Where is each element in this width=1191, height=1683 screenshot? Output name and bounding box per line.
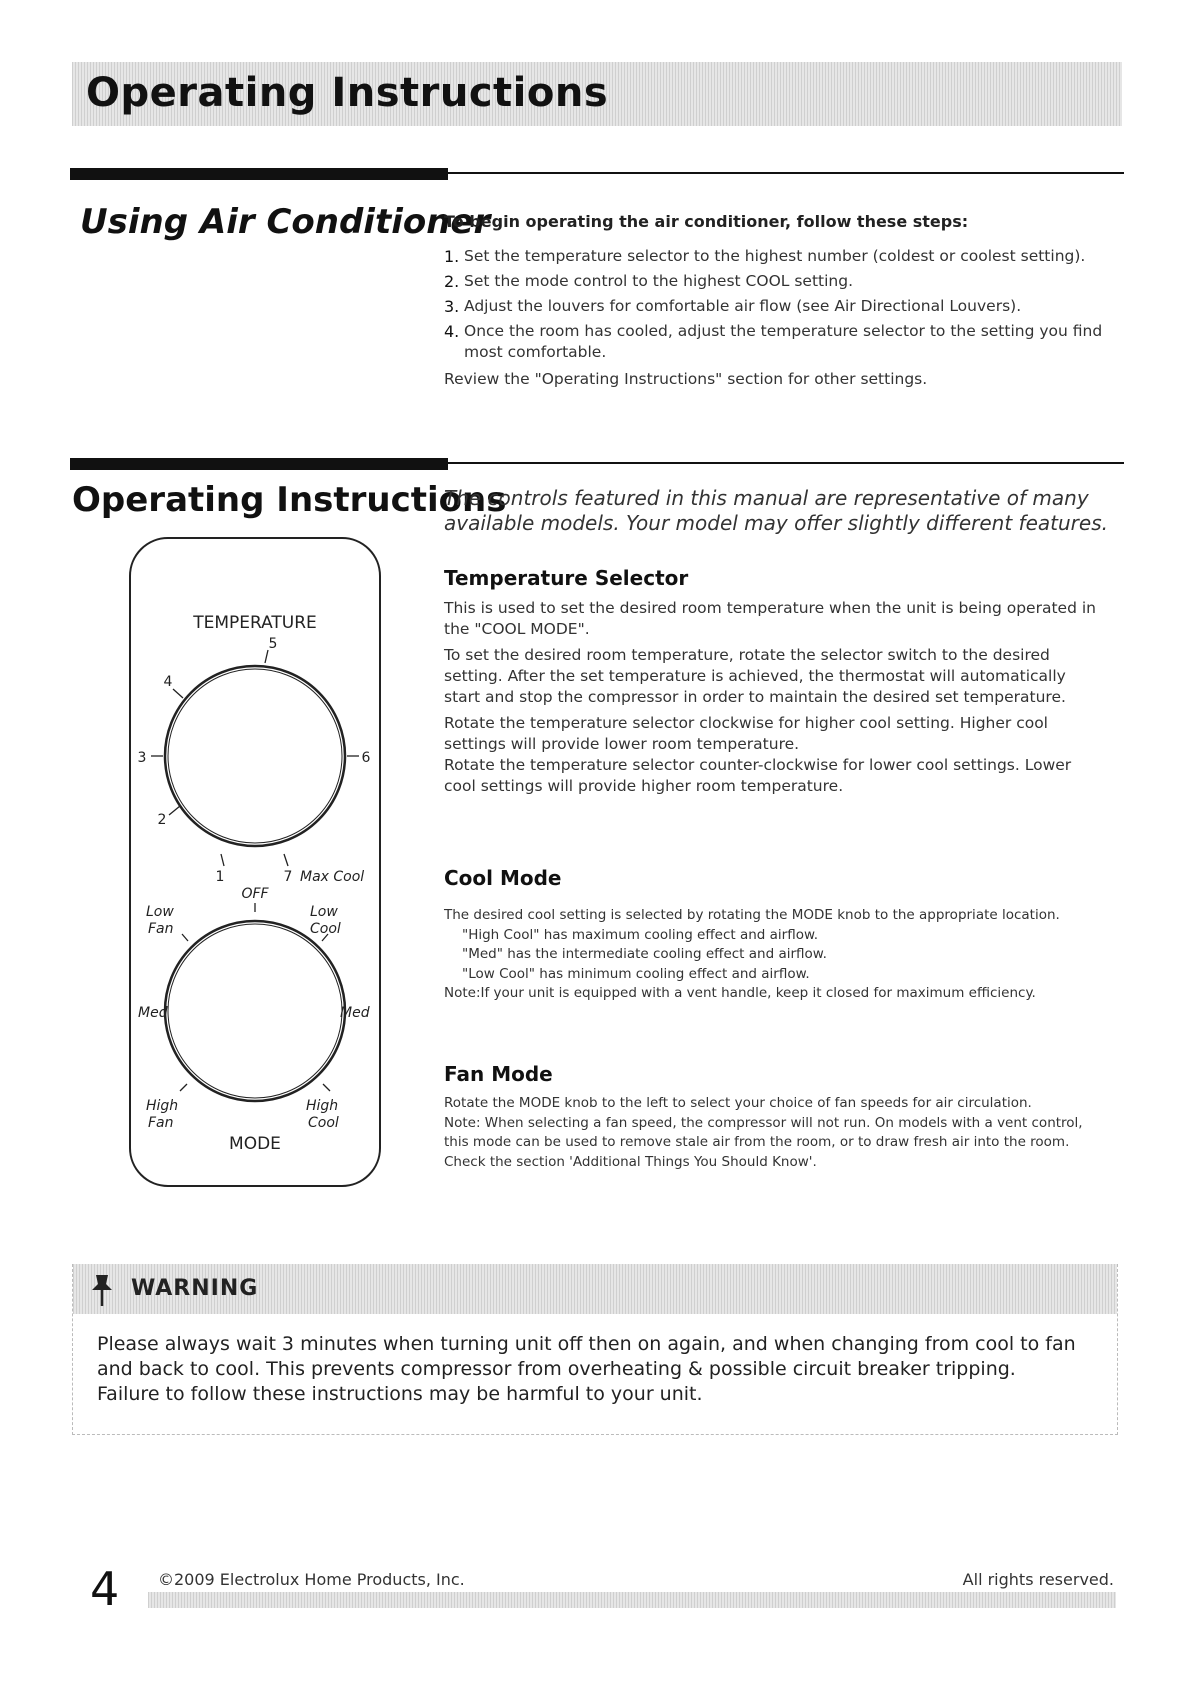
rights-text: All rights reserved.	[962, 1570, 1114, 1589]
paragraph: "Med" has the intermediate cooling effect and airflow.	[462, 946, 827, 962]
warning-title: WARNING	[131, 1276, 259, 1301]
med-cool-label: Med	[340, 1005, 370, 1021]
low-fan-label: Fan	[148, 921, 174, 937]
dial-number: 7	[283, 869, 293, 885]
steps-intro: To begin operating the air conditioner, follow these steps:	[444, 212, 969, 231]
med-fan-label: Med	[138, 1005, 168, 1021]
low-fan-label: Low	[146, 904, 174, 920]
page-number: 4	[90, 1562, 120, 1616]
off-label: OFF	[241, 886, 269, 902]
paragraph: Failure to follow these instructions may be harmful to your unit.	[97, 1383, 703, 1405]
paragraph: Rotate the temperature selector counter-clockwise for lower cool settings. Lower cool settings will provide higher room temperature.	[444, 756, 1072, 795]
low-cool-label: Cool	[310, 921, 341, 937]
list-item	[444, 296, 1124, 317]
dial-number: 1	[215, 869, 225, 885]
step-number: 2.	[444, 272, 460, 291]
dial-number: 2	[157, 812, 167, 828]
dial-number: 6	[361, 750, 371, 766]
panel-outline	[130, 538, 380, 1186]
mode-ticks	[180, 903, 330, 1091]
step-number: 3.	[444, 297, 460, 316]
cool-mode-text	[444, 906, 1144, 1004]
header-banner	[72, 62, 1122, 126]
copyright-text: ©2009 Electrolux Home Products, Inc.	[158, 1570, 465, 1589]
pushpin-icon	[87, 1272, 119, 1308]
review-note: Review the "Operating Instructions" section for other settings.	[444, 370, 928, 388]
section-rule-thick	[70, 168, 448, 180]
step-text: Adjust the louvers for comfortable air flow (see Air Directional Louvers).	[464, 297, 1022, 315]
paragraph: To set the desired room temperature, rotate the selector switch to the desired setting. After the set temperature is achieved, the thermostat will automatically start and stop the compressor in order to maintain the desired set temperature.	[444, 646, 1066, 706]
temperature-selector-heading: Temperature Selector	[444, 566, 689, 590]
page-title: Operating Instructions	[86, 70, 609, 116]
list-item	[444, 321, 1124, 363]
section-title-operating: Operating Instructions	[72, 480, 507, 520]
paragraph: "Low Cool" has minimum cooling effect and airflow.	[462, 965, 810, 982]
footer-strip	[148, 1592, 1116, 1608]
high-fan-label: High	[146, 1098, 179, 1114]
list-item	[444, 246, 1124, 267]
high-fan-label: Fan	[148, 1115, 174, 1131]
paragraph: Note: When selecting a fan speed, the compressor will not run. On models with a vent control, this mode can be used to remove stale air from the room, or to draw fresh air into the room. Check the section 'Additional Things You Should Know'.	[444, 1114, 1083, 1170]
footer	[148, 1570, 1116, 1608]
low-cool-label: Low	[310, 904, 338, 920]
list-item	[444, 271, 1124, 292]
mode-label: MODE	[229, 1134, 281, 1154]
step-text: Once the room has cooled, adjust the temperature selector to the setting you find most comfortable.	[464, 322, 1103, 361]
paragraph: "High Cool" has maximum cooling effect and airflow.	[462, 926, 819, 943]
paragraph: Please always wait 3 minutes when turning unit off then on again, and when changing from cool to fan and back to cool. This prevents compressor from overheating & possible circuit breaker tripping.	[97, 1333, 1076, 1380]
high-cool-label: High	[306, 1098, 339, 1114]
section-title-using-ac: Using Air Conditioner	[80, 202, 491, 242]
temperature-selector-text	[444, 598, 1104, 802]
max-cool-label: Max Cool	[300, 869, 365, 885]
mode-dial	[165, 921, 345, 1101]
section-rule-thick	[70, 458, 448, 470]
warning-box	[72, 1264, 1118, 1435]
step-number: 1.	[444, 247, 460, 266]
steps-list	[444, 246, 1124, 367]
control-panel-illustration	[128, 536, 382, 1188]
high-cool-label: Cool	[308, 1115, 339, 1131]
dial-number: 5	[268, 636, 278, 652]
paragraph: Note:If your unit is equipped with a vent handle, keep it closed for maximum efficiency.	[444, 985, 1036, 1001]
paragraph: Rotate the MODE knob to the left to select your choice of fan speeds for air circulation.	[444, 1095, 1032, 1111]
step-text: Set the mode control to the highest COOL setting.	[464, 272, 853, 290]
paragraph: The desired cool setting is selected by rotating the MODE knob to the appropriate location.	[444, 907, 1060, 923]
step-text: Set the temperature selector to the highest number (coldest or coolest setting).	[464, 247, 1086, 265]
section-rule-thin	[448, 172, 1124, 174]
section-rule-thin	[448, 462, 1124, 464]
dial-number: 4	[163, 674, 173, 690]
step-number: 4.	[444, 322, 460, 341]
dial-number: 3	[137, 750, 147, 766]
section-intro: The controls featured in this manual are representative of many available models. Your model may offer slightly different features.	[444, 486, 1108, 535]
fan-mode-text	[444, 1094, 1104, 1172]
warning-text	[97, 1332, 1112, 1407]
dial-ticks	[151, 650, 359, 866]
paragraph: Rotate the temperature selector clockwise for higher cool setting. Higher cool settings will provide lower room temperature.	[444, 714, 1048, 753]
temperature-label: TEMPERATURE	[193, 613, 317, 633]
fan-mode-heading: Fan Mode	[444, 1062, 553, 1086]
temperature-dial	[165, 666, 345, 846]
warning-banner	[73, 1264, 1117, 1314]
paragraph: This is used to set the desired room temperature when the unit is being operated in the "COOL MODE".	[444, 599, 1096, 638]
cool-mode-heading: Cool Mode	[444, 866, 562, 890]
